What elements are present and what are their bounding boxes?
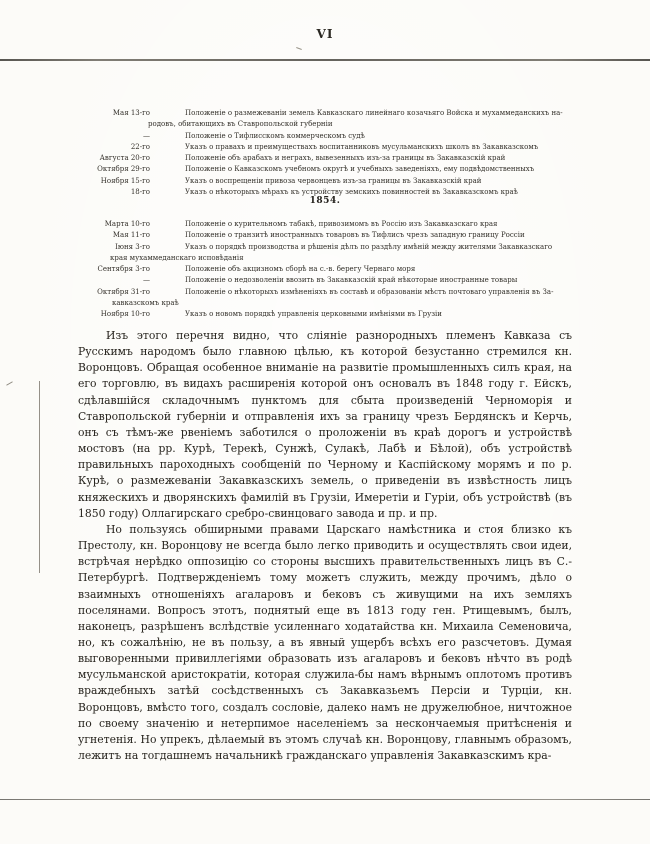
entry-text: Указъ о порядкѣ производства и рѣшенія дѣлъ по раздѣлу имѣній между жителями Закавказскаго [185, 242, 553, 251]
entry-date: Сентября 3-го [97, 265, 150, 274]
index-entry-wrap-line [0, 298, 650, 309]
entry-text: Положеніе объ акцизномъ сборѣ на с.-в. берегу Чернаго моря [185, 265, 416, 274]
index-entry-wrap-line [0, 253, 650, 264]
body-paragraph-2: Но пользуясь обширными правами Царскаго намѣстника и стоя близко къ Престолу, кн. Воронцову не всегда было легко приводить и осуществлять свои идеи, встрѣчая нерѣдко оппозицію со стороны высшихъ правительственныхъ лицъ въ С.-Петербургѣ. Подтвержденіемъ тому можетъ служить, между прочимъ, дѣло о взаимныхъ отношеніяхъ агаларовъ и бековъ съ живущими на ихъ земляхъ поселянами. Вопросъ этотъ, поднятый еще въ 1813 году ген. Ртищевымъ, былъ, наконецъ, разрѣшенъ вслѣдствіе усиленнаго ходатайства кн. Михаила Семеновича, но, къ сожалѣнію, не въ пользу, а въ явный ущербъ всѣхъ его разсчетовъ. Думая выговоренными привиллегіями образовать изъ агаларовъ и бековъ нѣчто въ родѣ мусульманской аристократіи, которая служила-бы намъ вѣрнымъ оплотомъ противъ враждебныхъ затѣй сосѣдственныхъ съ Закавказьемъ Персіи и Турціи, кн. Воронцовъ, вмѣсто того, создалъ сословіе, далеко намъ не дружелюбное, ничтожное по своему значенію и нетерпимое населеніемъ за нескончаемыя притѣсненія и угнетенія. Но упрекъ, дѣлаемый въ этомъ случаѣ кн. Воронцову, главнымъ образомъ, лежитъ на тогдашнемъ начальникѣ гражданскаго управленія Закавказскимъ кра- [78, 522, 572, 763]
page-number: VI [316, 27, 334, 41]
index-entry-wrap-line [0, 119, 650, 130]
index-entry [0, 176, 650, 187]
entry-date: Іюня 3-го [115, 242, 150, 251]
entry-date: 18-го [130, 188, 150, 197]
entry-text: Указъ о воспрещеніи привоза червонцевъ изъ-за границы въ Закавказскій край [185, 176, 482, 185]
index-entry [0, 108, 650, 119]
chronological-index-1854 [0, 219, 650, 321]
entry-date: — [143, 131, 150, 140]
body-paragraph-1: Изъ этого перечня видно, что сліяніе разнородныхъ племенъ Кавказа съ Русскимъ народомъ было главною цѣлью, къ которой безустанно стремился кн. Воронцовъ. Обращая особенное вниманіе на развитіе промышленныхъ силъ края, на его торговлю, въ видахъ расширенія которой онъ основалъ въ 1848 году г. Ейскъ, сдѣлавшійся складочнымъ пунктомъ для сбыта произведеній Черноморія и Ставропольской губерніи и отправленія ихъ за границу чрезъ Бердянскъ и Керчь, онъ съ тѣмъ-же рвеніемъ заботился о проложеніи въ краѣ дорогъ и устройствѣ мостовъ (на рр. Курѣ, Терекѣ, Сунжѣ, Сулакѣ, Лабѣ и Бѣлой), объ устройствѣ правильныхъ пароходныхъ сообщеній по Черному и Каспійскому морямъ и по р. Курѣ, о размежеваніи Закавказскихъ земель, о приведеніи въ извѣстность лицъ княжескихъ и дворянскихъ фамилій въ Грузіи, Имеретіи и Гуріи, объ устройствѣ (въ 1850 году) Оллагирскаго сребро-свинцоваго завода и пр. и пр. [78, 329, 572, 520]
index-entry [0, 164, 650, 175]
index-entry [0, 264, 650, 275]
entry-text: Положеніе о размежеваніи земель Кавказскаго линейнаго козачьяго Войска и мухаммеданскихъ на- [185, 109, 563, 117]
index-entry [0, 242, 650, 253]
entry-text: Положеніе объ арабахъ и неграхъ, вывезенныхъ изъ-за границы въ Закавказскій край [185, 154, 506, 163]
entry-text-continuation: кавказскомъ краѣ [112, 299, 179, 308]
index-entry [0, 142, 650, 153]
entry-text: Указъ о правахъ и преимуществахъ воспитанниковъ мусульманскихъ школъ въ Закавказскомъ [185, 142, 539, 151]
scan-tick-artifact [6, 381, 13, 385]
index-entry [0, 131, 650, 142]
entry-text: Положеніе о нѣкоторыхъ измѣненіяхъ въ составѣ и образованіи мѣстъ почтоваго управленія въ За- [185, 287, 554, 296]
index-entry [0, 230, 650, 241]
entry-date: Ноября 15-го [100, 176, 150, 185]
entry-text-continuation: родовъ, обитающихъ въ Ставропольской губерніи [148, 120, 333, 129]
entry-text: Положеніе о курительномъ табакѣ, привозимомъ въ Россію изъ Закавказскаго края [185, 220, 498, 228]
header-rule [0, 59, 650, 61]
entry-text: Указъ о нѣкоторыхъ мѣрахъ къ устройству земскихъ повинностей въ Закавказскомъ краѣ [185, 188, 518, 197]
index-entry [0, 275, 650, 286]
entry-date: Марта 10-го [104, 220, 150, 228]
entry-text: Указъ о новомъ порядкѣ управленія церковными имѣніями въ Грузіи [185, 310, 442, 319]
entry-text-continuation: края мухаммеданскаго исповѣданія [110, 253, 244, 262]
scan-speck-artifact [296, 47, 302, 50]
entry-date: 22-го [130, 142, 150, 151]
index-entry [0, 309, 650, 320]
entry-date: — [143, 276, 150, 285]
entry-date: Октября 29-го [97, 165, 150, 174]
entry-date: Августа 20-го [99, 154, 150, 163]
index-entry [0, 287, 650, 298]
index-entry [0, 219, 650, 230]
chronological-index-1853 [0, 108, 650, 198]
entry-text: Положеніе о Кавказскомъ учебномъ округѣ и учебныхъ заведеніяхъ, ему подвѣдомственныхъ [185, 165, 535, 174]
entry-date: Октября 31-го [97, 287, 150, 296]
entry-text: Положеніе о Тифлисскомъ коммерческомъ судѣ [185, 131, 365, 140]
footer-rule [0, 799, 650, 800]
entry-date: Мая 13-го [112, 109, 150, 117]
entry-date: Мая 11-го [112, 231, 150, 240]
scan-fold-line-artifact [39, 381, 40, 573]
entry-date: Ноября 10-го [100, 310, 150, 319]
entry-text: Положеніе о недозволеніи ввозить въ Закавказскій край нѣкоторые иностранные товары [185, 276, 518, 285]
entry-text: Положеніе о транзитѣ иностранныхъ товаровъ въ Тифлисъ чрезъ западную границу Россіи [185, 231, 525, 240]
year-heading-1854: 1854. [309, 196, 341, 206]
body-text [78, 328, 572, 764]
index-entry [0, 153, 650, 164]
